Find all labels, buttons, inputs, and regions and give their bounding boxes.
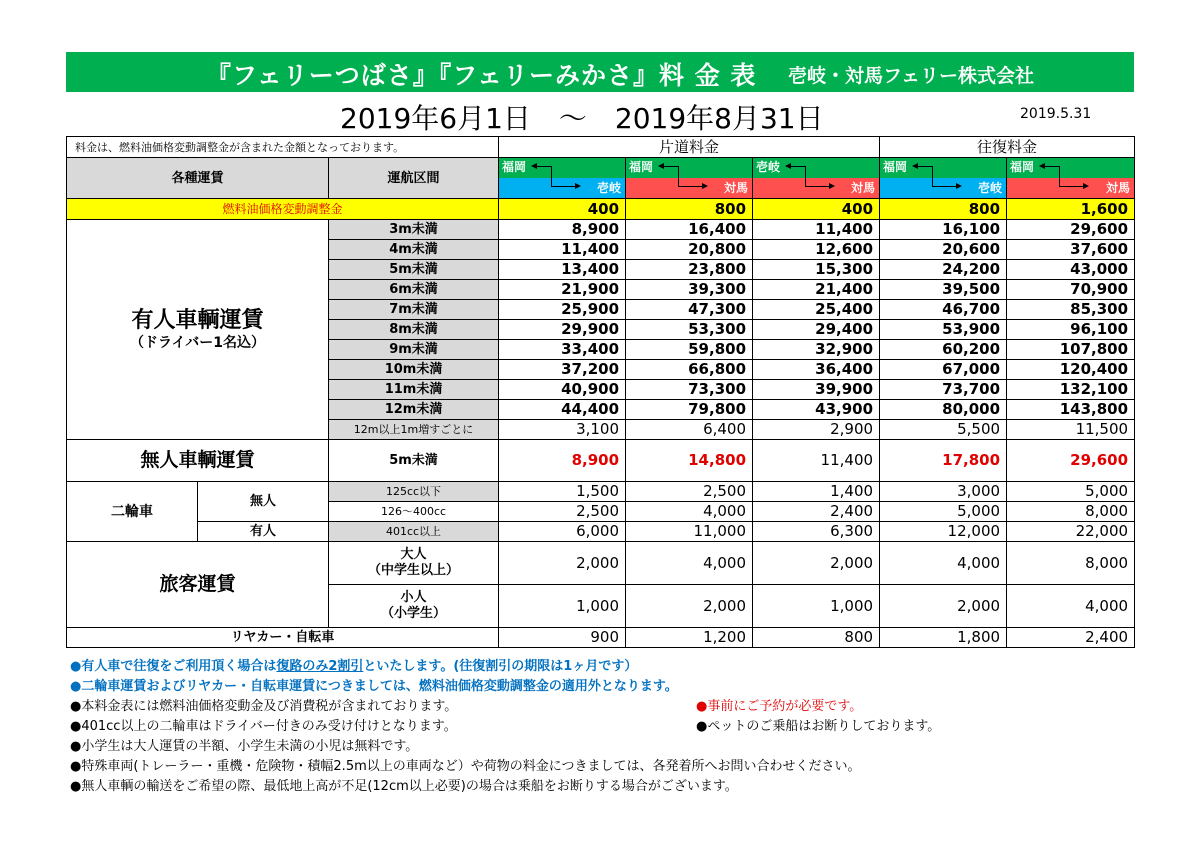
route-to: 対馬 <box>724 181 749 195</box>
route-cell <box>880 158 1007 199</box>
fare-value: 20,600 <box>880 240 1007 260</box>
note-ground-clearance: ●無人車輌の輸送をご希望の際、最低地上高が不足(12cm以上必要)の場合は乗船をお断りする場合がございます。 <box>70 779 738 794</box>
fare-value: 3,000 <box>880 482 1007 502</box>
fare-value: 2,000 <box>626 585 753 628</box>
vehicle-size: 8m未満 <box>329 320 499 340</box>
adult-sublabel: （中学生以上） <box>368 563 460 578</box>
fare-value: 4,000 <box>626 502 753 522</box>
fare-value: 2,000 <box>753 542 880 585</box>
vehicle-size: 10m未満 <box>329 360 499 380</box>
fare-table <box>66 136 1135 648</box>
fuel-value: 400 <box>499 199 626 220</box>
table-row <box>67 628 1135 648</box>
fuel-surcharge-row <box>67 199 1135 220</box>
note-no-pets: ●ペットのご乗船はお断りしております。 <box>696 719 941 734</box>
table-row <box>67 542 1135 585</box>
fare-value: 4,000 <box>1007 585 1135 628</box>
engine-size: 401cc以上 <box>329 522 499 542</box>
fare-value: 79,800 <box>626 400 753 420</box>
fuel-value: 1,600 <box>1007 199 1135 220</box>
header-row-1 <box>67 137 1135 158</box>
fare-value: 66,800 <box>626 360 753 380</box>
fare-value: 107,800 <box>1007 340 1135 360</box>
fare-value: 1,500 <box>499 482 626 502</box>
unmanned-vehicle-row <box>67 440 1135 482</box>
fare-value: 4,000 <box>626 542 753 585</box>
vehicle-size-extra: 12m以上1m増すごとに <box>329 420 499 440</box>
fare-value: 11,000 <box>626 522 753 542</box>
fare-value: 22,000 <box>1007 522 1135 542</box>
page-title: 『フェリーつばさ』『フェリーみかさ』料 金 表 <box>206 61 757 90</box>
adult-label: 大人 <box>400 547 427 563</box>
fare-value: 36,400 <box>753 360 880 380</box>
fare-value: 11,400 <box>753 220 880 240</box>
vehicle-size: 4m未満 <box>329 240 499 260</box>
fuel-value: 800 <box>880 199 1007 220</box>
note-special-vehicles: ●特殊車両(トレーラー・重機・危険物・積幅2.5m以上の車両など）や荷物の料金につきましては、各発着所へお問い合わせください。 <box>70 759 861 774</box>
fare-value: 67,000 <box>880 360 1007 380</box>
fare-value: 1,200 <box>626 628 753 648</box>
note-tax-included: ●本料金表には燃料油価格変動金及び消費税が含まれております。 <box>70 699 458 714</box>
fare-value: 96,100 <box>1007 320 1135 340</box>
oneway-header: 片道料金 <box>499 137 880 158</box>
note-surcharge-exempt: ●二輪車運賃およびリヤカー・自転車運賃につきましては、燃料油価格変動調整金の適用外となります。 <box>70 679 678 694</box>
valid-period: 2019年6月1日 ～ 2019年8月31日 <box>340 102 824 135</box>
title-banner <box>66 52 1134 92</box>
fare-value: 2,000 <box>880 585 1007 628</box>
route-from: 福岡 <box>883 160 908 174</box>
company-name: 壱岐・対馬フェリー株式会社 <box>788 65 1035 87</box>
fare-value: 2,500 <box>626 482 753 502</box>
fare-value: 132,100 <box>1007 380 1135 400</box>
fare-value: 25,400 <box>753 300 880 320</box>
fare-value: 6,300 <box>753 522 880 542</box>
fare-value: 44,400 <box>499 400 626 420</box>
route-from: 福岡 <box>502 160 527 174</box>
motorcycle-label: 二輪車 <box>67 482 198 542</box>
fare-value: 8,000 <box>1007 542 1135 585</box>
fuel-surcharge-label: 燃料油価格変動調整金 <box>67 199 499 220</box>
fare-value: 6,000 <box>499 522 626 542</box>
fare-value: 2,000 <box>499 542 626 585</box>
fare-value: 800 <box>753 628 880 648</box>
fare-value: 29,600 <box>1007 440 1135 482</box>
passenger-label: 旅客運賃 <box>67 542 329 628</box>
vehicle-size: 6m未満 <box>329 280 499 300</box>
document-date: 2019.5.31 <box>1020 106 1092 122</box>
child-label: 小人 <box>400 590 427 606</box>
route-cell <box>499 158 626 199</box>
fare-value: 80,000 <box>880 400 1007 420</box>
arrow-right-icon <box>1083 183 1089 189</box>
fare-value: 1,800 <box>880 628 1007 648</box>
note-child-fare: ●小学生は大人運賃の半額、小学生未満の小児は無料です。 <box>70 739 419 754</box>
fare-value: 21,400 <box>753 280 880 300</box>
fare-value: 11,500 <box>1007 420 1135 440</box>
engine-size: 125cc以下 <box>329 482 499 502</box>
fare-value: 60,200 <box>880 340 1007 360</box>
vehicle-size: 9m未満 <box>329 340 499 360</box>
manned-vehicle-group <box>67 220 329 440</box>
engine-size: 126～400cc <box>329 502 499 522</box>
fare-value: 39,500 <box>880 280 1007 300</box>
fare-value: 12,000 <box>880 522 1007 542</box>
motorcycle-manned-label: 有人 <box>198 522 329 542</box>
fare-value: 33,400 <box>499 340 626 360</box>
fare-value: 1,400 <box>753 482 880 502</box>
route-to: 対馬 <box>851 181 876 195</box>
fare-value: 32,900 <box>753 340 880 360</box>
fare-value: 37,200 <box>499 360 626 380</box>
fare-value: 17,800 <box>880 440 1007 482</box>
fare-value: 5,000 <box>880 502 1007 522</box>
fare-value: 5,000 <box>1007 482 1135 502</box>
fare-value: 16,100 <box>880 220 1007 240</box>
fare-value: 2,500 <box>499 502 626 522</box>
route-from: 壱岐 <box>756 160 781 174</box>
fuel-value: 400 <box>753 199 880 220</box>
fare-value: 29,400 <box>753 320 880 340</box>
fare-value: 70,900 <box>1007 280 1135 300</box>
fare-value: 53,300 <box>626 320 753 340</box>
roundtrip-header: 往復料金 <box>880 137 1135 158</box>
fuel-value: 800 <box>626 199 753 220</box>
fare-value: 21,900 <box>499 280 626 300</box>
fare-value: 29,900 <box>499 320 626 340</box>
fare-value: 37,600 <box>1007 240 1135 260</box>
fare-value: 46,700 <box>880 300 1007 320</box>
note-reservation-required: ●事前にご予約が必要です。 <box>696 699 863 714</box>
vehicle-size: 5m未満 <box>329 260 499 280</box>
fare-value: 1,000 <box>753 585 880 628</box>
fare-value: 900 <box>499 628 626 648</box>
fare-value: 15,300 <box>753 260 880 280</box>
arrow-right-icon <box>575 183 581 189</box>
passenger-adult-label <box>329 542 499 585</box>
fare-value: 24,200 <box>880 260 1007 280</box>
fare-value: 2,400 <box>1007 628 1135 648</box>
fare-value: 43,000 <box>1007 260 1135 280</box>
section-header: 運航区間 <box>329 158 499 199</box>
fare-value: 14,800 <box>626 440 753 482</box>
fare-value: 13,400 <box>499 260 626 280</box>
fare-value: 11,400 <box>753 440 880 482</box>
fare-value: 3,100 <box>499 420 626 440</box>
passenger-child-label <box>329 585 499 628</box>
vehicle-size: 12m未満 <box>329 400 499 420</box>
vehicle-size: 7m未満 <box>329 300 499 320</box>
fare-value: 12,600 <box>753 240 880 260</box>
table-row <box>67 220 1135 240</box>
fare-value: 39,300 <box>626 280 753 300</box>
arrow-right-icon <box>829 183 835 189</box>
fare-value: 1,000 <box>499 585 626 628</box>
table-row <box>67 522 1135 542</box>
fare-value: 143,800 <box>1007 400 1135 420</box>
fare-value: 43,900 <box>753 400 880 420</box>
fare-value: 8,900 <box>499 220 626 240</box>
fare-type-header: 各種運賃 <box>67 158 329 199</box>
note-motorcycle-driver: ●401cc以上の二輪車はドライバー付きのみ受け付けとなります。 <box>70 719 457 734</box>
cart-bicycle-label: リヤカー・自転車 <box>67 628 499 648</box>
table-row <box>67 482 1135 502</box>
header-row-2 <box>67 158 1135 199</box>
fare-value: 53,900 <box>880 320 1007 340</box>
vehicle-size: 3m未満 <box>329 220 499 240</box>
arrow-right-icon <box>702 183 708 189</box>
manned-vehicle-label: 有人車輌運賃 <box>131 307 264 333</box>
fare-value: 59,800 <box>626 340 753 360</box>
fare-value: 47,300 <box>626 300 753 320</box>
fuel-included-note: 料金は、燃料油価格変動調整金が含まれた金額となっております。 <box>67 137 499 158</box>
vehicle-size: 11m未満 <box>329 380 499 400</box>
route-cell <box>1007 158 1135 199</box>
fare-value: 85,300 <box>1007 300 1135 320</box>
manned-vehicle-sublabel: （ドライバー1名込） <box>129 334 266 351</box>
fare-value: 8,900 <box>499 440 626 482</box>
motorcycle-unmanned-label: 無人 <box>198 482 329 522</box>
route-from: 福岡 <box>629 160 654 174</box>
route-to: 壱岐 <box>978 181 1003 195</box>
fare-value: 120,400 <box>1007 360 1135 380</box>
fare-value: 16,400 <box>626 220 753 240</box>
fare-value: 73,700 <box>880 380 1007 400</box>
fare-value: 20,800 <box>626 240 753 260</box>
route-from: 福岡 <box>1010 160 1035 174</box>
fare-value: 5,500 <box>880 420 1007 440</box>
fare-value: 40,900 <box>499 380 626 400</box>
fare-value: 4,000 <box>880 542 1007 585</box>
fare-value: 6,400 <box>626 420 753 440</box>
route-to: 対馬 <box>1106 181 1131 195</box>
fare-value: 2,900 <box>753 420 880 440</box>
fare-value: 8,000 <box>1007 502 1135 522</box>
arrow-right-icon <box>956 183 962 189</box>
fare-value: 11,400 <box>499 240 626 260</box>
unmanned-vehicle-label: 無人車輌運賃 <box>67 440 329 482</box>
vehicle-size: 5m未満 <box>329 440 499 482</box>
route-cell <box>626 158 753 199</box>
fare-value: 73,300 <box>626 380 753 400</box>
fare-value: 25,900 <box>499 300 626 320</box>
fare-value: 29,600 <box>1007 220 1135 240</box>
note-roundtrip-discount: ●有人車で往復をご利用頂く場合は復路のみ2割引といたします。(往復割引の期限は1ヶ月です） <box>70 659 638 674</box>
fare-value: 39,900 <box>753 380 880 400</box>
fare-value: 23,800 <box>626 260 753 280</box>
fare-value: 2,400 <box>753 502 880 522</box>
route-cell <box>753 158 880 199</box>
route-to: 壱岐 <box>597 181 622 195</box>
child-sublabel: （小学生） <box>381 606 447 621</box>
